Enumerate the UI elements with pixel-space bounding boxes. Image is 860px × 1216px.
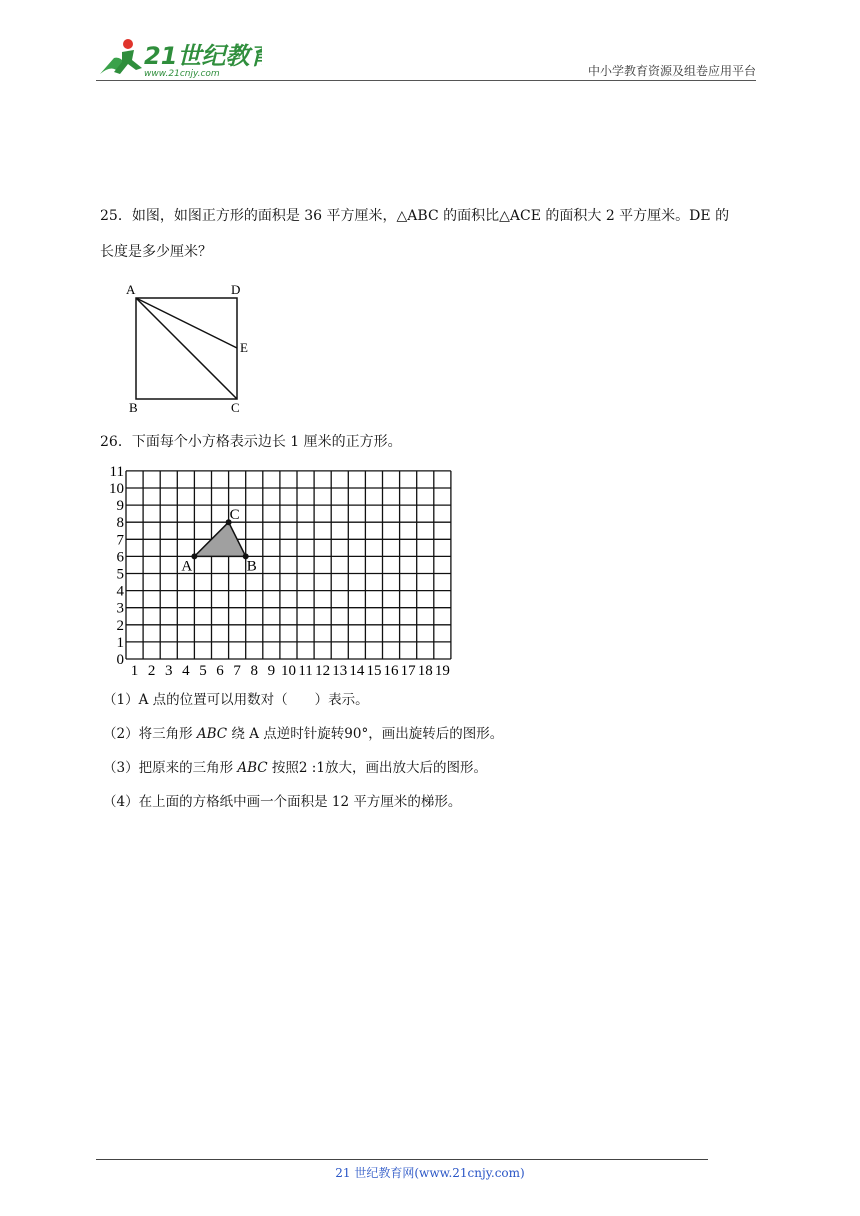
vertex-A xyxy=(191,553,197,559)
header-divider xyxy=(96,80,756,81)
vertex-label-A: A xyxy=(181,558,193,575)
x-tick-label: 14 xyxy=(349,663,365,679)
site-logo xyxy=(92,34,262,82)
label-B: B xyxy=(129,400,138,415)
x-tick-label: 15 xyxy=(366,663,382,679)
y-tick-label: 6 xyxy=(116,549,124,566)
x-tick-label: 10 xyxy=(280,663,296,679)
q26-sub3: （3）把原来的三角形 ABC 按照2 :1放大，画出放大后的图形。 xyxy=(103,760,487,776)
vertex-label-C: C xyxy=(229,507,240,524)
label-E: E xyxy=(240,340,248,355)
label-A: A xyxy=(126,282,136,297)
footer-divider xyxy=(96,1159,708,1160)
x-tick-label: 13 xyxy=(332,663,348,679)
x-tick-label: 1 xyxy=(130,663,139,679)
q26-sub2: （2）将三角形 ABC 绕 A 点逆时针旋转90°，画出旋转后的图形。 xyxy=(103,726,504,742)
label-D: D xyxy=(231,282,241,297)
y-tick-label: 2 xyxy=(116,617,124,634)
y-tick-label: 8 xyxy=(116,515,124,532)
vertex-label-B: B xyxy=(246,558,257,575)
x-tick-label: 2 xyxy=(147,663,156,679)
x-tick-label: 9 xyxy=(267,663,276,679)
x-tick-label: 7 xyxy=(233,663,241,679)
q26-sub4: （4）在上面的方格纸中画一个面积是 12 平方厘米的梯形。 xyxy=(103,794,462,810)
y-tick-label: 4 xyxy=(116,583,124,600)
logo-url: www.21cnjy.com xyxy=(144,69,220,79)
y-tick-label: 9 xyxy=(116,498,124,515)
x-tick-label: 8 xyxy=(250,663,258,679)
q25-square-figure xyxy=(120,280,260,424)
q26-grid-figure xyxy=(92,462,462,686)
q25-text-line2: 长度是多少厘米？ xyxy=(100,244,212,260)
logo-text: 21世纪教育 xyxy=(144,42,262,70)
y-tick-label: 5 xyxy=(116,566,124,583)
footer-text: 21 世纪教育网(www.21cnjy.com) xyxy=(335,1166,525,1180)
label-C: C xyxy=(231,400,240,415)
x-tick-label: 18 xyxy=(417,663,433,679)
x-tick-label: 16 xyxy=(383,663,399,679)
y-tick-label: 10 xyxy=(109,481,124,497)
x-tick-label: 17 xyxy=(400,663,416,679)
y-tick-label: 1 xyxy=(116,634,124,651)
y-tick-label: 7 xyxy=(116,532,124,549)
x-tick-label: 11 xyxy=(298,663,313,679)
x-tick-label: 12 xyxy=(315,663,331,679)
x-tick-label: 5 xyxy=(199,663,207,679)
q26-stem: 26．下面每个小方格表示边长 1 厘米的正方形。 xyxy=(100,434,402,450)
y-tick-label: 11 xyxy=(109,463,124,480)
q25-text-line1: 25．如图，如图正方形的面积是 36 平方厘米，△ABC 的面积比△ACE 的面积大 2 平方厘米。DE 的 xyxy=(100,208,730,224)
y-tick-label: 3 xyxy=(116,600,124,617)
y-tick-label: 0 xyxy=(116,652,124,668)
x-tick-label: 19 xyxy=(434,663,450,679)
runner-icon xyxy=(100,39,142,74)
x-tick-label: 4 xyxy=(182,663,190,679)
x-tick-label: 3 xyxy=(165,663,173,679)
x-tick-label: 6 xyxy=(216,663,224,679)
q26-sub1: （1）A 点的位置可以用数对（ ）表示。 xyxy=(103,692,369,708)
header-slogan: 中小学教育资源及组卷应用平台 xyxy=(587,64,756,78)
